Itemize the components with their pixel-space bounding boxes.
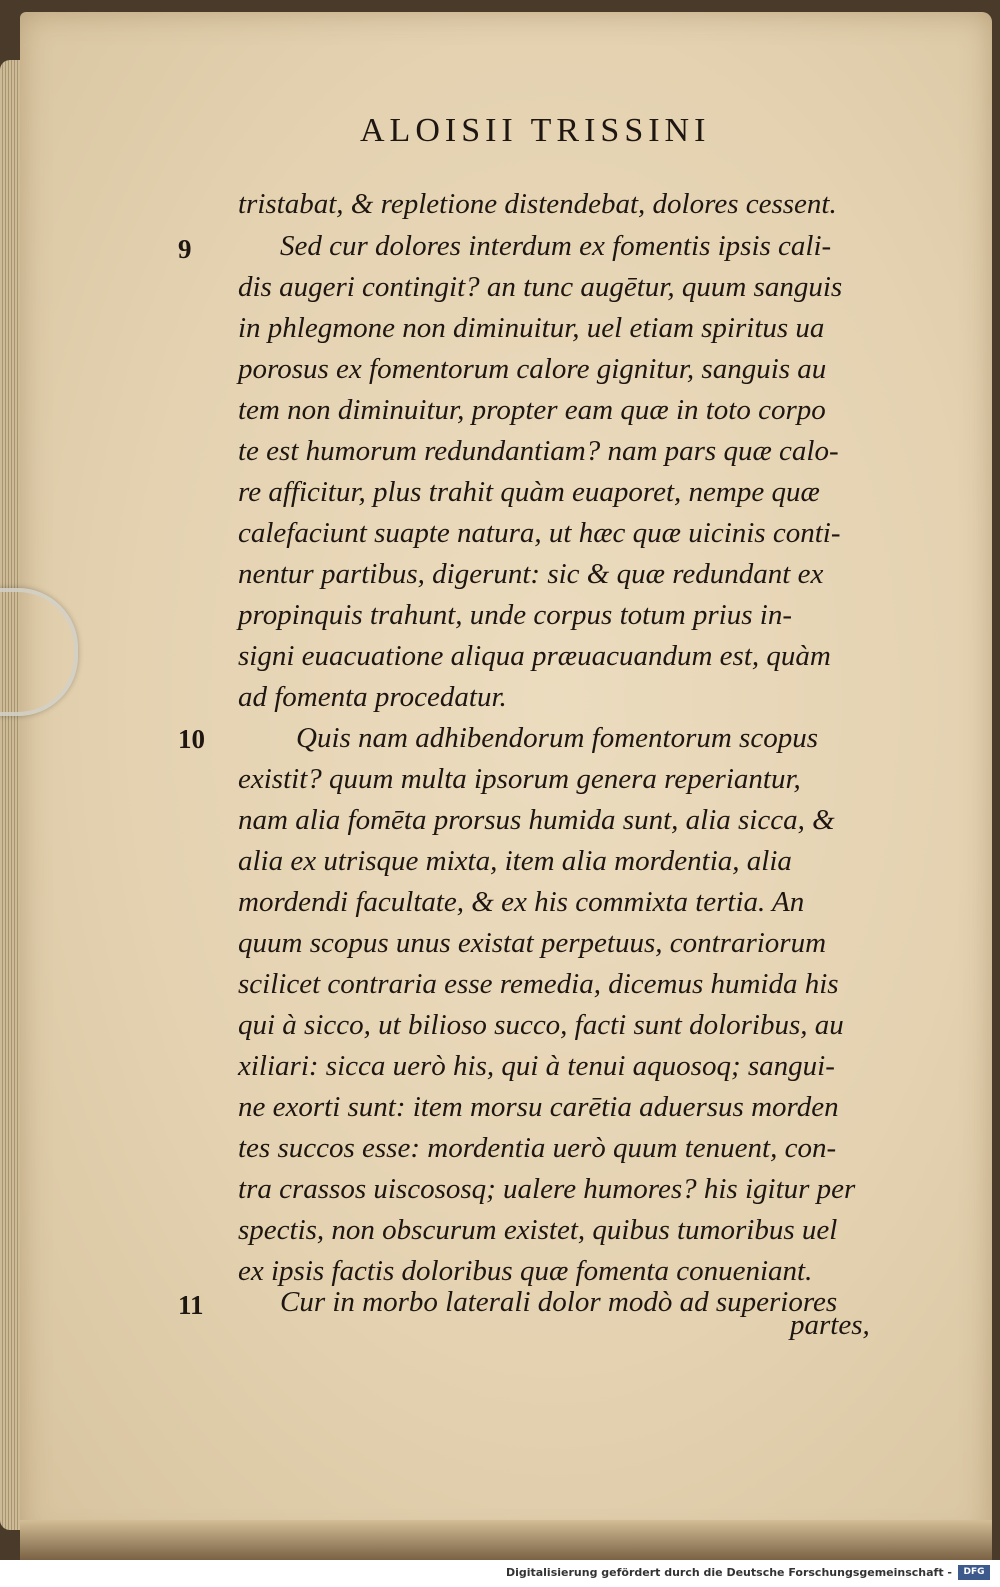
text-line: Cur in morbo laterali dolor modò ad superiores (280, 1286, 838, 1318)
text-line: tra crassos uiscososq; ualere humores? his igitur per (238, 1173, 856, 1205)
text-line: spectis, non obscurum existet, quibus tumoribus uel (238, 1214, 838, 1246)
running-title: ALOISII TRISSINI (360, 112, 711, 149)
section-number-10: 10 (178, 724, 205, 754)
section-number-11: 11 (178, 1290, 204, 1320)
text-line: signi euacuatione aliqua præuacuandum est, quàm (238, 640, 831, 672)
text-line: in phlegmone non diminuitur, uel etiam spiritus ua (238, 312, 825, 344)
text-line: ne exorti sunt: item morsu carētia aduersus morden (238, 1091, 839, 1123)
text-line: nentur partibus, digerunt: sic & quæ redundant ex (238, 558, 824, 590)
text-line: Sed cur dolores interdum ex fomentis ipsis cali- (280, 230, 832, 262)
text-line: te est humorum redundantiam? nam pars quæ calo- (238, 435, 839, 467)
catchword: partes, (790, 1309, 870, 1341)
text-line: alia ex utrisque mixta, item alia mordentia, alia (238, 845, 792, 877)
text-line: calefaciunt suapte natura, ut hæc quæ uicinis conti- (238, 517, 841, 549)
text-line: scilicet contraria esse remedia, dicemus humida his (238, 968, 839, 1000)
text-line: ad fomenta procedatur. (238, 681, 507, 713)
text-line: tem non diminuitur, propter eam quæ in toto corpo (238, 394, 826, 426)
text-line: xiliari: sicca uerò his, qui à tenui aquosoq; sangui- (238, 1050, 835, 1082)
text-line: propinquis trahunt, unde corpus totum prius in- (238, 599, 792, 631)
text-line: qui à sicco, ut bilioso succo, facti sunt doloribus, au (238, 1009, 844, 1041)
text-line: tristabat, & repletione distendebat, dolores cessent. (238, 188, 837, 220)
text-line: tes succos esse: mordentia uerò quum tenuent, con- (238, 1132, 837, 1164)
text-line: nam alia fomēta prorsus humida sunt, alia sicca, & (238, 804, 835, 836)
dfg-logo: DFG (958, 1565, 990, 1580)
text-line: ex ipsis factis doloribus quæ fomenta conueniant. (238, 1255, 813, 1287)
text-line: mordendi facultate, & ex his commixta tertia. An (238, 886, 805, 918)
footer-bar (0, 1561, 1000, 1587)
funding-notice: Digitalisierung gefördert durch die Deutsche Forschungsgemeinschaft - (505, 1566, 952, 1579)
text-line: existit? quum multa ipsorum genera reperiantur, (238, 763, 801, 795)
page-bottom-shadow (20, 1520, 992, 1560)
text-line: dis augeri contingit? an tunc augētur, quum sanguis (238, 271, 843, 303)
text-line: re afficitur, plus trahit quàm euaporet, nempe quæ (238, 476, 820, 508)
text-line: Quis nam adhibendorum fomentorum scopus (296, 722, 818, 754)
text-line: porosus ex fomentorum calore gignitur, sanguis au (238, 353, 827, 385)
text-line: quum scopus unus existat perpetuus, contrariorum (238, 927, 827, 959)
section-number-9: 9 (178, 234, 192, 264)
